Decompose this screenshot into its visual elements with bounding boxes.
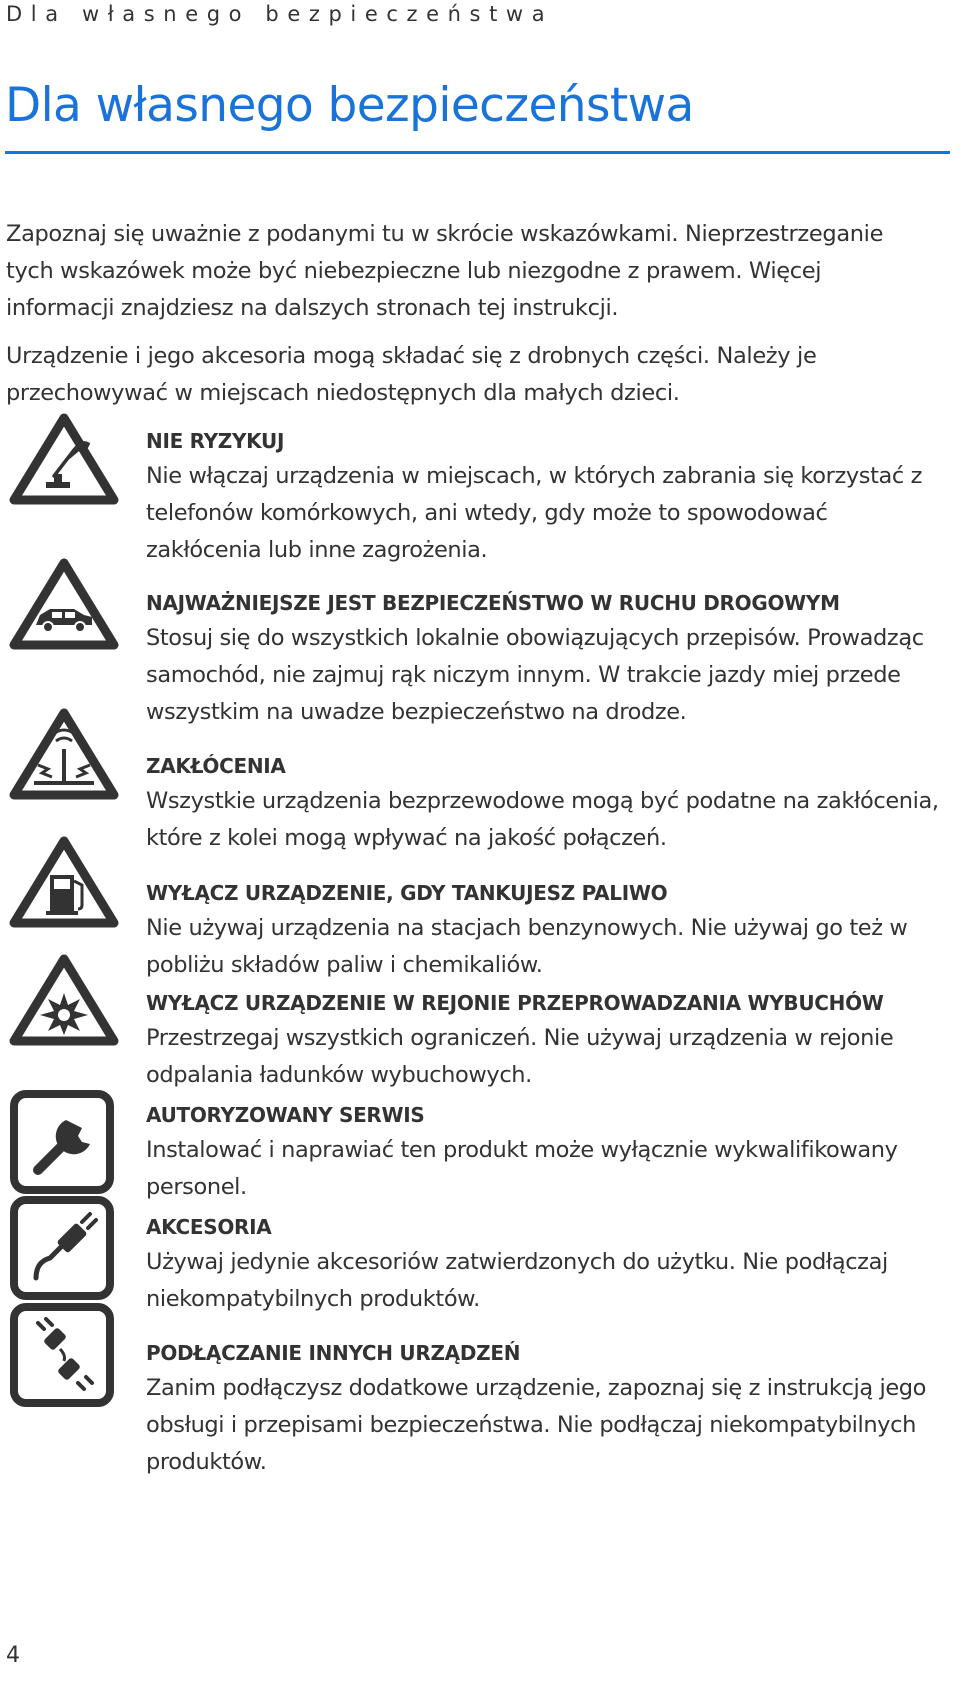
section-body: Nie włączaj urządzenia w miejscach, w których zabrania się korzystać z telefonów komórkowych, ani wtedy, gdy może to spowodować zakłócenia lub inne zagrożenia. [146, 463, 923, 563]
section-heading: NAJWAŻNIEJSZE JEST BEZPIECZEŃSTWO W RUCHU DROGOWYM [146, 591, 840, 615]
section-heading: WYŁĄCZ URZĄDZENIE W REJONIE PRZEPROWADZANIA WYBUCHÓW [146, 991, 884, 1015]
section-heading: AUTORYZOWANY SERWIS [146, 1103, 425, 1127]
section-heading: WYŁĄCZ URZĄDZENIE, GDY TANKUJESZ PALIWO [146, 881, 668, 905]
section-heading: NIE RYZYKUJ [146, 429, 285, 453]
section-body: Używaj jedynie akcesoriów zatwierdzonych do użytku. Nie podłączaj niekompatybilnych produktów. [146, 1249, 888, 1312]
section-heading: PODŁĄCZANIE INNYCH URZĄDZEŃ [146, 1341, 521, 1365]
section-heading: AKCESORIA [146, 1215, 272, 1239]
page-title: Dla własnego bezpieczeństwa [5, 78, 694, 133]
wrench-service-icon [8, 1090, 120, 1194]
section-body: Stosuj się do wszystkich lokalnie obowiązujących przepisów. Prowadząc samochód, nie zajmuj rąk niczym innym. W trakcie jazdy miej przede wszystkim na uwadze bezpieczeństwo na drodze. [146, 625, 924, 725]
road-safety-car-icon [8, 557, 120, 653]
intro-paragraph: Urządzenie i jego akcesoria mogą składać się z drobnych części. Należy je przechowywać w miejscach niedostępnych dla małych dzieci. [6, 343, 817, 406]
plug-connection-icon [8, 1303, 120, 1407]
intro-paragraph: Zapoznaj się uważnie z podanymi tu w skrócie wskazówkami. Nieprzestrzeganie tych wskazówek może być niebezpieczne lub niezgodne z prawem. Więcej informacji znajdziesz na dalszych stronach tej instrukcji. [6, 221, 884, 321]
intro [6, 216, 936, 423]
safety-section [146, 1102, 946, 1206]
fuel-pump-icon [8, 835, 120, 931]
safety-section [146, 880, 946, 984]
safety-section [146, 1340, 946, 1481]
running-header: Dla własnego bezpieczeństwa [6, 2, 554, 26]
section-body: Nie używaj urządzenia na stacjach benzynowych. Nie używaj go też w pobliżu składów paliw i chemikaliów. [146, 915, 908, 978]
section-body: Instalować i naprawiać ten produkt może wyłącznie wykwalifikowany personel. [146, 1137, 898, 1200]
safety-section [146, 590, 946, 731]
safety-section [146, 428, 946, 569]
section-body: Wszystkie urządzenia bezprzewodowe mogą być podatne na zakłócenia, które z kolei mogą wpływać na jakość połączeń. [146, 788, 939, 851]
interference-antenna-icon [8, 707, 120, 803]
accessory-connector-icon [8, 1196, 120, 1300]
section-body: Przestrzegaj wszystkich ograniczeń. Nie używaj urządzenia w rejonie odpalania ładunków wybuchowych. [146, 1025, 894, 1088]
title-rule [5, 151, 950, 154]
section-heading: ZAKŁÓCENIA [146, 754, 286, 778]
safety-section [146, 1214, 946, 1318]
blasting-explosion-icon [8, 953, 120, 1049]
safety-section [146, 753, 946, 857]
switch-on-prohibited-icon [8, 412, 120, 508]
safety-section [146, 990, 946, 1094]
page-number: 4 [6, 1643, 20, 1668]
section-body: Zanim podłączysz dodatkowe urządzenie, zapoznaj się z instrukcją jego obsługi i przepisami bezpieczeństwa. Nie podłączaj niekompatybilnych produktów. [146, 1375, 927, 1475]
